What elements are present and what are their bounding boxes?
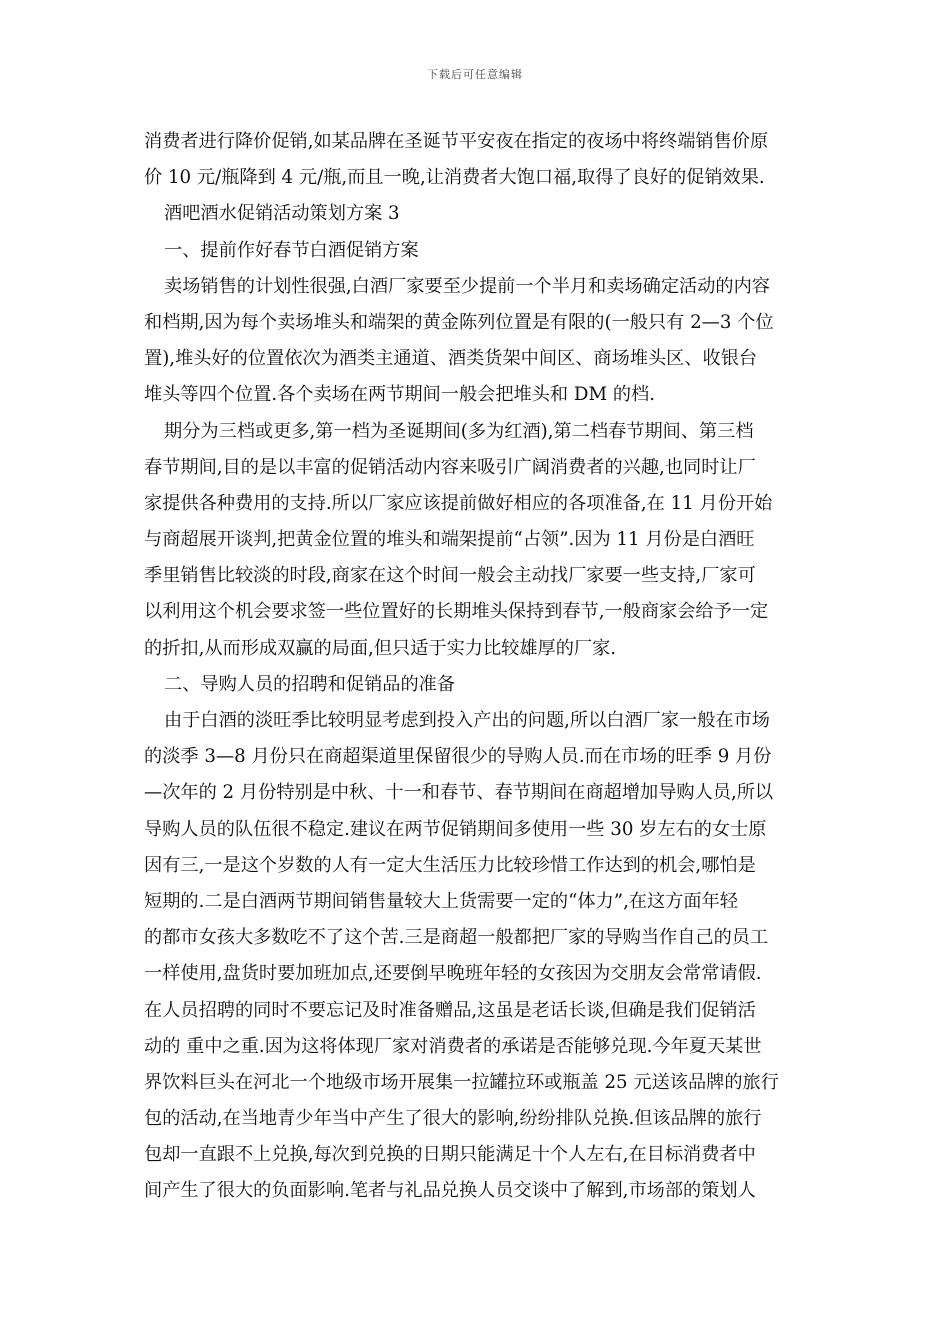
text-line: 消费者进行降价促销,如某品牌在圣诞节平安夜在指定的夜场中将终端销售价原 [144,131,769,152]
text-line: 与商超展开谈判,把黄金位置的堆头和端架提前“占领”.因为 11 月份是白酒旺 [144,529,755,551]
text-line: 的都市女孩大多数吃不了这个苦.三是商超一般都把厂家的导购当作自己的员工 [144,927,769,949]
text-line: 动的 重中之重.因为这将体现厂家对消费者的承诺是否能够兑现.今年夏天某世 [144,1035,762,1057]
text-line: 和档期,因为每个卖场堆头和端架的黄金陈列位置是有限的(一般只有 2—3 个位 [144,311,774,333]
text-line: 以利用这个机会要求签一些位置好的长期堆头保持到春节,一般商家会给予一定 [144,601,769,623]
text-line: 季里销售比较淡的时段,商家在这个时间一般会主动找厂家要一些支持,厂家可 [144,565,756,587]
text-line: 的折扣,从而形成双赢的局面,但只适于实力比较雄厚的厂家. [144,637,617,659]
text-line: 春节期间,目的是以丰富的促销活动内容来吸引广阔消费者的兴趣,也同时让厂 [144,456,756,478]
text-line: 的淡季 3—8 月份只在商超渠道里保留很少的导购人员.而在市场的旺季 9 月份 [144,746,772,768]
text-line: 因有三,一是这个岁数的人有一定大生活压力比较珍惜工作达到的机会,哪怕是 [144,854,756,876]
text-line: 导购人员的队伍很不稳定.建议在两节促销期间多使用一些 30 岁左右的女士原 [144,818,767,840]
text-line: 包却一直跟不上兑换,每次到兑换的日期只能满足十个人左右,在目标消费者中 [144,1144,756,1166]
page-header: 下载后可任意编辑 [427,68,523,81]
text-line: —次年的 2 月份特别是中秋、十一和春节、春节期间在商超增加导购人员,所以 [144,782,774,804]
text-line: 一样使用,盘货时要加班加点,还要倒早晚班年轻的女孩因为交朋友会常常请假. [144,963,762,985]
text-line: 家提供各种费用的支持.所以厂家应该提前做好相应的各项准备,在 11 月份开始 [144,492,773,514]
text-line: 堆头等四个位置.各个卖场在两节期间一般会把堆头和 DM 的档. [144,384,656,406]
text-line: 期分为三档或更多,第一档为圣诞期间(多为红酒),第二档春节期间、第三档 [164,420,754,442]
text-line: 短期的.二是白酒两节期间销售量较大上货需要一定的“体力”,在这方面年轻 [144,890,738,912]
text-line: 包的活动,在当地青少年当中产生了很大的影响,纷纷排队兑换.但该品牌的旅行 [144,1108,762,1130]
text-line: 由于白酒的淡旺季比较明显考虑到投入产出的问题,所以白酒厂家一般在市场 [164,710,770,731]
text-line: 一、提前作好春节白酒促销方案 [164,239,419,261]
text-line: 酒吧酒水促销活动策划方案 3 [164,203,400,225]
text-line: 二、导购人员的招聘和促销品的准备 [164,673,456,695]
text-line: 置),堆头好的位置依次为酒类主通道、酒类货架中间区、商场堆头区、收银台 [144,348,758,370]
text-line: 在人员招聘的同时不要忘记及时准备赠品,这虽是老话长谈,但确是我们促销活 [144,999,756,1021]
document-body [144,124,809,1210]
text-line: 间产生了很大的负面影响.笔者与礼品兑换人员交谈中了解到,市场部的策划人 [144,1180,756,1202]
text-line: 卖场销售的计划性很强,白酒厂家要至少提前一个半月和卖场确定活动的内容 [164,275,770,297]
text-line: 价 10 元/瓶降到 4 元/瓶,而且一晚,让消费者大饱口福,取得了良好的促销效果. [144,167,765,189]
text-line: 界饮料巨头在河北一个地级市场开展集一拉罐拉环或瓶盖 25 元送该品牌的旅行 [144,1071,779,1093]
